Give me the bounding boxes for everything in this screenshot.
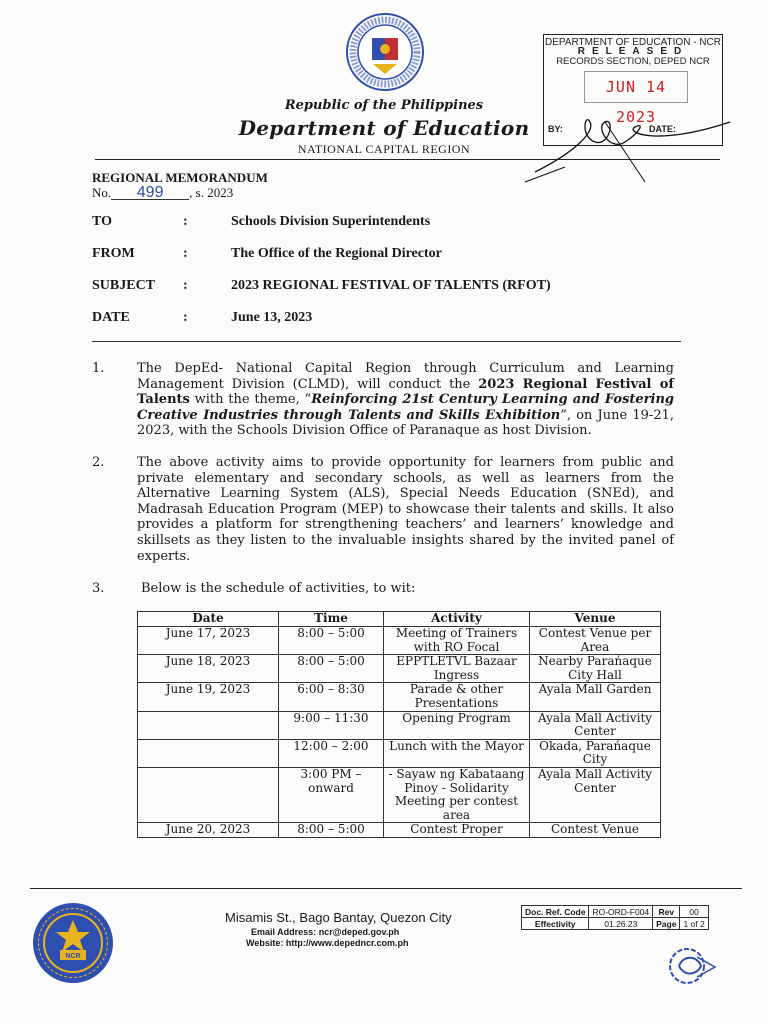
cell-time: 8:00 – 5:00 — [279, 655, 384, 683]
table-row — [138, 711, 661, 739]
stamp-department: DEPARTMENT OF EDUCATION - NCR — [545, 37, 721, 48]
table-row — [138, 823, 661, 838]
paragraph-text: The above activity aims to provide opportunity for learners from public and private elementary and secondary schools, as well as learners from the Alternative Learning System (ALS), Special Needs Education (SNEd), and Madrasah Education Program (MEP) to showcase their talents and skills. It also provides a platform for strengthening teachers’ and learners’ knowledge and skillsets as they listen to the invaluable insights shared by the invited panel of experts. — [137, 455, 674, 564]
region-heading: NATIONAL CAPITAL REGION — [297, 142, 471, 156]
paragraph-number: 3. — [92, 581, 105, 596]
svg-text:NCR: NCR — [65, 953, 81, 960]
docref-code: RO-ORD-F004 — [589, 906, 653, 918]
cell-venue: Ayala Mall Activity Center — [530, 767, 661, 822]
header-key: SUBJECT — [92, 278, 156, 293]
table-header-row — [138, 612, 661, 627]
header-colon: : — [183, 278, 188, 293]
table-row — [522, 906, 709, 918]
table-row — [138, 655, 661, 683]
header-key: FROM — [92, 246, 135, 261]
header-value: June 13, 2023 — [231, 310, 313, 325]
cell-activity: Meeting of Trainers with RO Focal — [384, 627, 530, 655]
schedule-table — [137, 611, 661, 838]
deped-ncr-seal-icon — [32, 902, 114, 984]
paragraph-text-part: ”, on June 19-21, 2023, with the Schools Division Office of Paranaque as host Division. — [137, 407, 674, 439]
cell-time: 6:00 – 8:30 — [279, 683, 384, 711]
department-heading: Department of Education — [238, 116, 530, 140]
cell-activity: Opening Program — [384, 711, 530, 739]
event-theme: Reinforcing 21st Century Learning and Fostering Creative Industries through Talents and Skills Exhibition — [137, 392, 675, 423]
cell-venue: Okada, Parańaque City — [530, 739, 661, 767]
footer-email: Email Address: ncr@deped.gov.ph — [251, 927, 400, 937]
cell-date — [138, 711, 279, 739]
column-header-activity: Activity — [384, 612, 530, 627]
cell-time: 9:00 – 11:30 — [279, 711, 384, 739]
memo-series: , s. 2023 — [189, 185, 234, 200]
paragraph-text — [137, 361, 674, 439]
header-value: The Office of the Regional Director — [231, 246, 442, 261]
cell-date: June 18, 2023 — [138, 655, 279, 683]
cell-activity: - Sayaw ng Kabataang Pinoy - Solidarity Meeting per contest area — [384, 767, 530, 822]
iso-certification-logo-icon — [667, 945, 719, 987]
cell-time: 12:00 – 2:00 — [279, 739, 384, 767]
deped-seal-icon — [345, 12, 425, 92]
cell-date — [138, 739, 279, 767]
docref-page-label: Page — [653, 918, 680, 930]
cell-time: 8:00 – 5:00 — [279, 627, 384, 655]
memo-number: 499 — [111, 186, 189, 200]
paragraph-text: Below is the schedule of activities, to wit: — [141, 581, 416, 596]
table-row — [138, 767, 661, 822]
paragraph-text-part: The DepEd- National Capital Region through Curriculum and Learning Management Division (CLMD), will conduct the — [137, 361, 674, 392]
memo-title: REGIONAL MEMORANDUM — [92, 170, 268, 185]
docref-effectivity: 01.26.23 — [589, 918, 653, 930]
body-divider — [92, 341, 681, 342]
stamp-by-label: BY: — [548, 124, 563, 134]
paragraph-number: 1. — [92, 361, 105, 376]
cell-venue: Contest Venue per Area — [530, 627, 661, 655]
cell-activity: Contest Proper — [384, 823, 530, 838]
table-row — [138, 627, 661, 655]
header-colon: : — [183, 310, 188, 325]
cell-venue: Nearby Parańaque City Hall — [530, 655, 661, 683]
memo-number-line — [92, 185, 233, 201]
cell-date: June 20, 2023 — [138, 823, 279, 838]
memo-no-prefix: No. — [92, 185, 112, 200]
cell-activity: Parade & other Presentations — [384, 683, 530, 711]
header-value: Schools Division Superintendents — [231, 214, 431, 229]
header-key: TO — [92, 214, 112, 229]
cell-venue: Contest Venue — [530, 823, 661, 838]
table-row — [522, 918, 709, 930]
doc-reference-table — [521, 905, 709, 930]
stamp-date-label: DATE: — [649, 124, 676, 134]
signature-icon — [495, 92, 735, 192]
paragraph-number: 2. — [92, 455, 105, 470]
event-name: 2023 Regional Festival of Talents — [137, 376, 675, 408]
docref-rev-label: Rev — [653, 906, 680, 918]
cell-venue: Ayala Mall Garden — [530, 683, 661, 711]
docref-effectivity-label: Effectivity — [522, 918, 589, 930]
cell-venue: Ayala Mall Activity Center — [530, 711, 661, 739]
stamp-records-section: RECORDS SECTION, DEPED NCR — [556, 56, 710, 67]
header-key: DATE — [92, 310, 130, 325]
table-row — [138, 739, 661, 767]
footer-address: Misamis St., Bago Bantay, Quezon City — [225, 910, 452, 925]
cell-time: 8:00 – 5:00 — [279, 823, 384, 838]
cell-date — [138, 767, 279, 822]
column-header-date: Date — [138, 612, 279, 627]
header-colon: : — [183, 246, 188, 261]
cell-date: June 19, 2023 — [138, 683, 279, 711]
column-header-venue: Venue — [530, 612, 661, 627]
docref-rev: 00 — [680, 906, 708, 918]
footer-website: Website: http://www.depedncr.com.ph — [246, 938, 409, 948]
column-header-time: Time — [279, 612, 384, 627]
footer-divider — [30, 888, 742, 889]
docref-page: 1 of 2 — [680, 918, 708, 930]
cell-activity: Lunch with the Mayor — [384, 739, 530, 767]
table-row — [138, 683, 661, 711]
header-value: 2023 REGIONAL FESTIVAL OF TALENTS (RFOT) — [231, 278, 551, 293]
cell-date: June 17, 2023 — [138, 627, 279, 655]
header-colon: : — [183, 214, 188, 229]
docref-code-label: Doc. Ref. Code — [522, 906, 589, 918]
paragraph-text-part: with the theme, “ — [189, 392, 312, 408]
stamp-released: RELEASED — [577, 46, 689, 57]
cell-activity: EPPTLETVL Bazaar Ingress — [384, 655, 530, 683]
stamp-date: JUN 14 2023 — [584, 71, 688, 103]
cell-time: 3:00 PM – onward — [279, 767, 384, 822]
republic-heading: Republic of the Philippines — [284, 98, 484, 113]
